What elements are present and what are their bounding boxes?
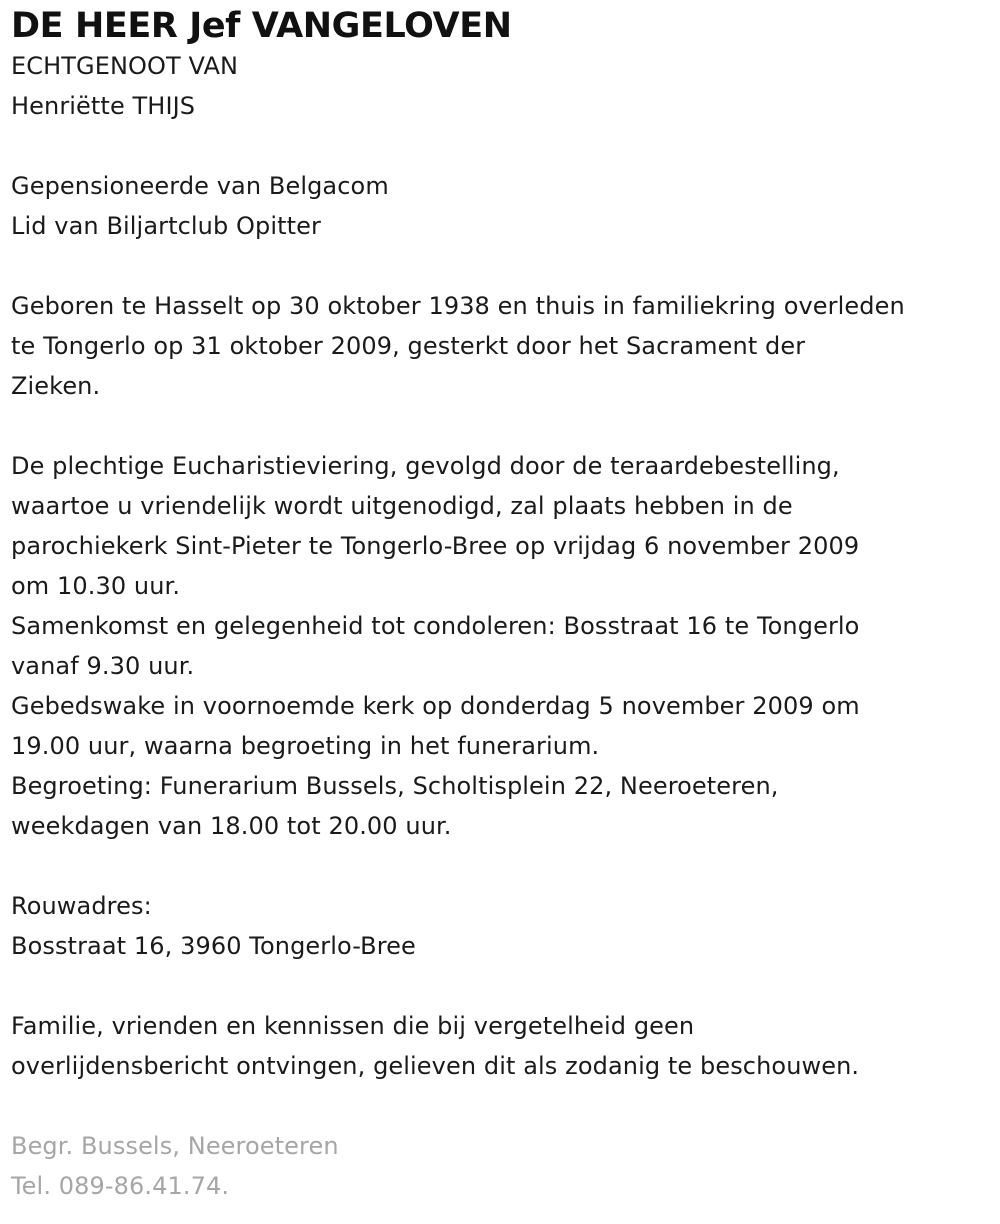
undertaker-name: Begr. Bussels, Neeroeteren (11, 1132, 339, 1160)
undertaker-phone: Tel. 089-86.41.74. (11, 1172, 230, 1200)
spacer (11, 966, 996, 1006)
text-line: vanaf 9.30 uur. (11, 652, 195, 680)
text-line: Samenkomst en gelegenheid tot condoleren: Bosstraat 16 te Tongerlo (11, 612, 860, 640)
spacer (11, 246, 996, 286)
text-line: De plechtige Eucharistieviering, gevolgd door de teraardebestelling, (11, 452, 840, 480)
text-line: Geboren te Hasselt op 30 oktober 1938 en thuis in familiekring overleden (11, 292, 905, 320)
text-line: Zieken. (11, 372, 101, 400)
role-line: Lid van Biljartclub Opitter (11, 212, 321, 240)
text-line: 19.00 uur, waarna begroeting in het funerarium. (11, 732, 600, 760)
text-line: te Tongerlo op 31 oktober 2009, gesterkt door het Sacrament der (11, 332, 806, 360)
address-section (11, 886, 996, 966)
role-line: Gepensioneerde van Belgacom (11, 172, 389, 200)
deceased-name-heading: DE HEER Jef VANGELOVEN (11, 6, 512, 46)
arrangements-paragraph (11, 446, 996, 846)
roles-section (11, 166, 996, 246)
birth-death-paragraph (11, 286, 996, 406)
spacer (11, 1086, 996, 1126)
spacer (11, 126, 996, 166)
spouse-section (11, 46, 996, 126)
text-line: weekdagen van 18.00 tot 20.00 uur. (11, 812, 452, 840)
spouse-label: ECHTGENOOT VAN (11, 52, 239, 80)
text-line: Familie, vrienden en kennissen die bij vergetelheid geen (11, 1012, 695, 1040)
text-line: om 10.30 uur. (11, 572, 181, 600)
text-line: overlijdensbericht ontvingen, gelieven dit als zodanig te beschouwen. (11, 1052, 860, 1080)
spacer (11, 846, 996, 886)
notice-paragraph (11, 1006, 996, 1086)
text-line: Begroeting: Funerarium Bussels, Scholtisplein 22, Neeroeteren, (11, 772, 779, 800)
obituary-notice (11, 0, 996, 1206)
footer (11, 1126, 996, 1206)
address-label: Rouwadres: (11, 892, 152, 920)
spacer (11, 406, 996, 446)
text-line: parochiekerk Sint-Pieter te Tongerlo-Bree op vrijdag 6 november 2009 (11, 532, 860, 560)
text-line: waartoe u vriendelijk wordt uitgenodigd, zal plaats hebben in de (11, 492, 793, 520)
text-line: Gebedswake in voornoemde kerk op donderdag 5 november 2009 om (11, 692, 860, 720)
spouse-name: Henriëtte THIJS (11, 92, 196, 120)
address-value: Bosstraat 16, 3960 Tongerlo-Bree (11, 932, 416, 960)
